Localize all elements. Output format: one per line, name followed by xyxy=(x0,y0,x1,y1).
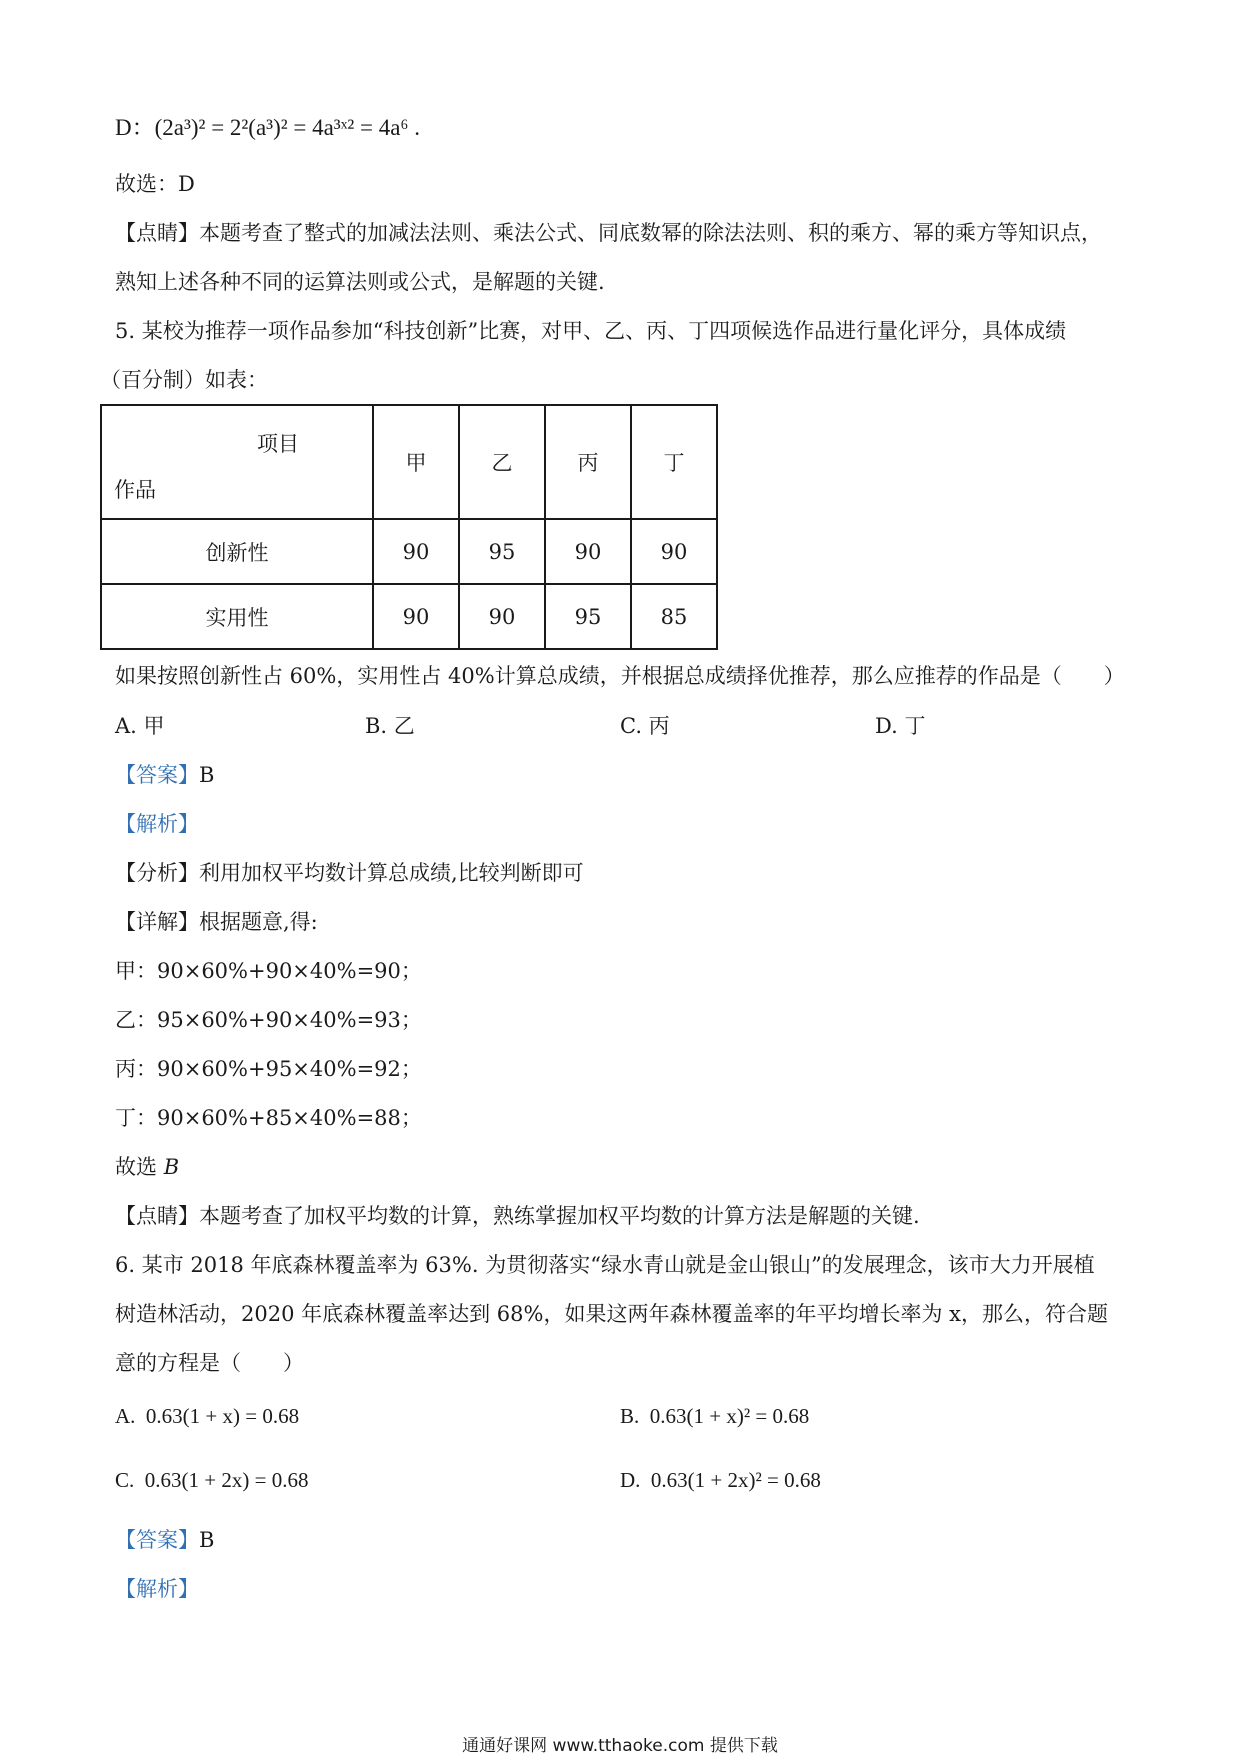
table-corner-cell xyxy=(101,405,373,519)
table-header-row xyxy=(101,405,717,519)
q5-answer xyxy=(115,761,214,789)
row-label: 创新性 xyxy=(101,519,373,584)
q5-choose-prefix: 故选 xyxy=(115,1155,164,1179)
q4-comment-line2: 熟知上述各种不同的运算法则或公式，是解题的关键. xyxy=(115,270,605,294)
q5-calc-line: 丙：90×60%+95×40%=92； xyxy=(115,1057,422,1081)
column-header: 甲 xyxy=(373,405,459,519)
q5-answer-tag: 【答案】 xyxy=(115,763,199,787)
column-header: 乙 xyxy=(459,405,545,519)
q5-calc-line: 乙：95×60%+90×40%=93； xyxy=(115,1008,422,1032)
table-cell: 90 xyxy=(373,519,459,584)
q4-option-d-label: D： xyxy=(115,115,155,140)
q6-option-b-expr: 0.63(1 + x)² = 0.68 xyxy=(649,1404,810,1428)
page-footer: 通通好课网 www.tthaoke.com 提供下载 xyxy=(462,1736,778,1756)
q6-stem-line1: 6. 某市 2018 年底森林覆盖率为 63%. 为贯彻落实“绿水青山就是金山银山”的发展理念，该市大力开展植 xyxy=(115,1253,1095,1277)
q6-option-d-label: D. xyxy=(620,1468,641,1492)
q6-answer-value: B xyxy=(199,1528,215,1552)
q4-comment-line1 xyxy=(115,219,1102,247)
q6-option-c xyxy=(115,1466,308,1494)
table-cell: 90 xyxy=(459,584,545,649)
table-cell: 90 xyxy=(545,519,631,584)
q6-answer xyxy=(115,1526,214,1554)
q6-stem-line2: 树造林活动，2020 年底森林覆盖率达到 68%，如果这两年森林覆盖率的年平均增长率为 x，那么，符合题 xyxy=(115,1302,1108,1326)
q5-option-c: C. 丙 xyxy=(620,714,670,738)
table-cell: 95 xyxy=(545,584,631,649)
q5-choose-value: B xyxy=(163,1155,180,1179)
q6-option-a-label: A. xyxy=(115,1404,136,1428)
q6-option-d xyxy=(620,1466,821,1494)
q6-stem-line3: 意的方程是（ ） xyxy=(115,1351,304,1375)
header-item-label: 项目 xyxy=(257,432,299,456)
table-cell: 90 xyxy=(631,519,717,584)
q6-option-c-expr: 0.63(1 + 2x) = 0.68 xyxy=(144,1468,309,1492)
table-cell: 95 xyxy=(459,519,545,584)
q5-comment-text: 本题考查了加权平均数的计算，熟练掌握加权平均数的计算方法是解题的关键. xyxy=(199,1204,920,1228)
q6-option-a xyxy=(115,1402,299,1430)
q6-answer-tag: 【答案】 xyxy=(115,1528,199,1552)
q5-option-d: D. 丁 xyxy=(875,714,926,738)
q6-option-b xyxy=(620,1402,809,1430)
table-cell: 90 xyxy=(373,584,459,649)
q5-detail-text: 根据题意,得: xyxy=(199,910,318,934)
q6-option-b-label: B. xyxy=(620,1404,640,1428)
q4-conclusion: 故选：D xyxy=(115,172,195,196)
q4-option-d xyxy=(115,114,420,142)
q6-option-a-expr: 0.63(1 + x) = 0.68 xyxy=(145,1404,300,1428)
table-cell: 85 xyxy=(631,584,717,649)
q5-stem-line2: （百分制）如表： xyxy=(100,368,268,392)
q5-answer-value: B xyxy=(199,763,215,787)
q5-calc-line: 丁：90×60%+85×40%=88； xyxy=(115,1106,422,1130)
q5-comment xyxy=(115,1202,920,1230)
q5-option-a: A. 甲 xyxy=(115,714,165,738)
q5-detail xyxy=(115,908,318,936)
q5-detail-tag: 【详解】 xyxy=(115,910,199,934)
column-header: 丁 xyxy=(631,405,717,519)
score-table xyxy=(100,404,718,650)
q6-option-c-label: C. xyxy=(115,1468,135,1492)
q5-calc-line: 甲：90×60%+90×40%=90； xyxy=(115,959,422,983)
q5-stem-line1: 5. 某校为推荐一项作品参加“科技创新”比赛，对甲、乙、丙、丁四项候选作品进行量化评分，具体成绩 xyxy=(115,319,1067,343)
q4-comment-text: 本题考查了整式的加减法法则、乘法公式、同底数幂的除法法则、积的乘方、幂的乘方等知识点， xyxy=(199,221,1102,245)
q5-fenxi-text: 利用加权平均数计算总成绩,比较判断即可 xyxy=(199,861,584,885)
table-row xyxy=(101,584,717,649)
row-label: 实用性 xyxy=(101,584,373,649)
table-row xyxy=(101,519,717,584)
q4-comment-tag: 【点睛】 xyxy=(115,221,199,245)
q5-choose xyxy=(115,1153,179,1181)
q5-option-b: B. 乙 xyxy=(365,714,415,738)
q4-option-d-expr: (2a³)² = 2²(a³)² = 4a³ˣ² = 4a⁶ . xyxy=(154,115,420,140)
q5-fenxi xyxy=(115,859,584,887)
q5-question: 如果按照创新性占 60%，实用性占 40%计算总成绩，并根据总成绩择优推荐，那么应推荐的作品是（ ） xyxy=(115,664,1125,688)
column-header: 丙 xyxy=(545,405,631,519)
header-work-label: 作品 xyxy=(114,478,156,502)
q5-fenxi-tag: 【分析】 xyxy=(115,861,199,885)
q6-analysis-tag: 【解析】 xyxy=(115,1577,199,1601)
q5-comment-tag: 【点睛】 xyxy=(115,1204,199,1228)
q5-analysis-tag: 【解析】 xyxy=(115,812,199,836)
q6-option-d-expr: 0.63(1 + 2x)² = 0.68 xyxy=(650,1468,821,1492)
